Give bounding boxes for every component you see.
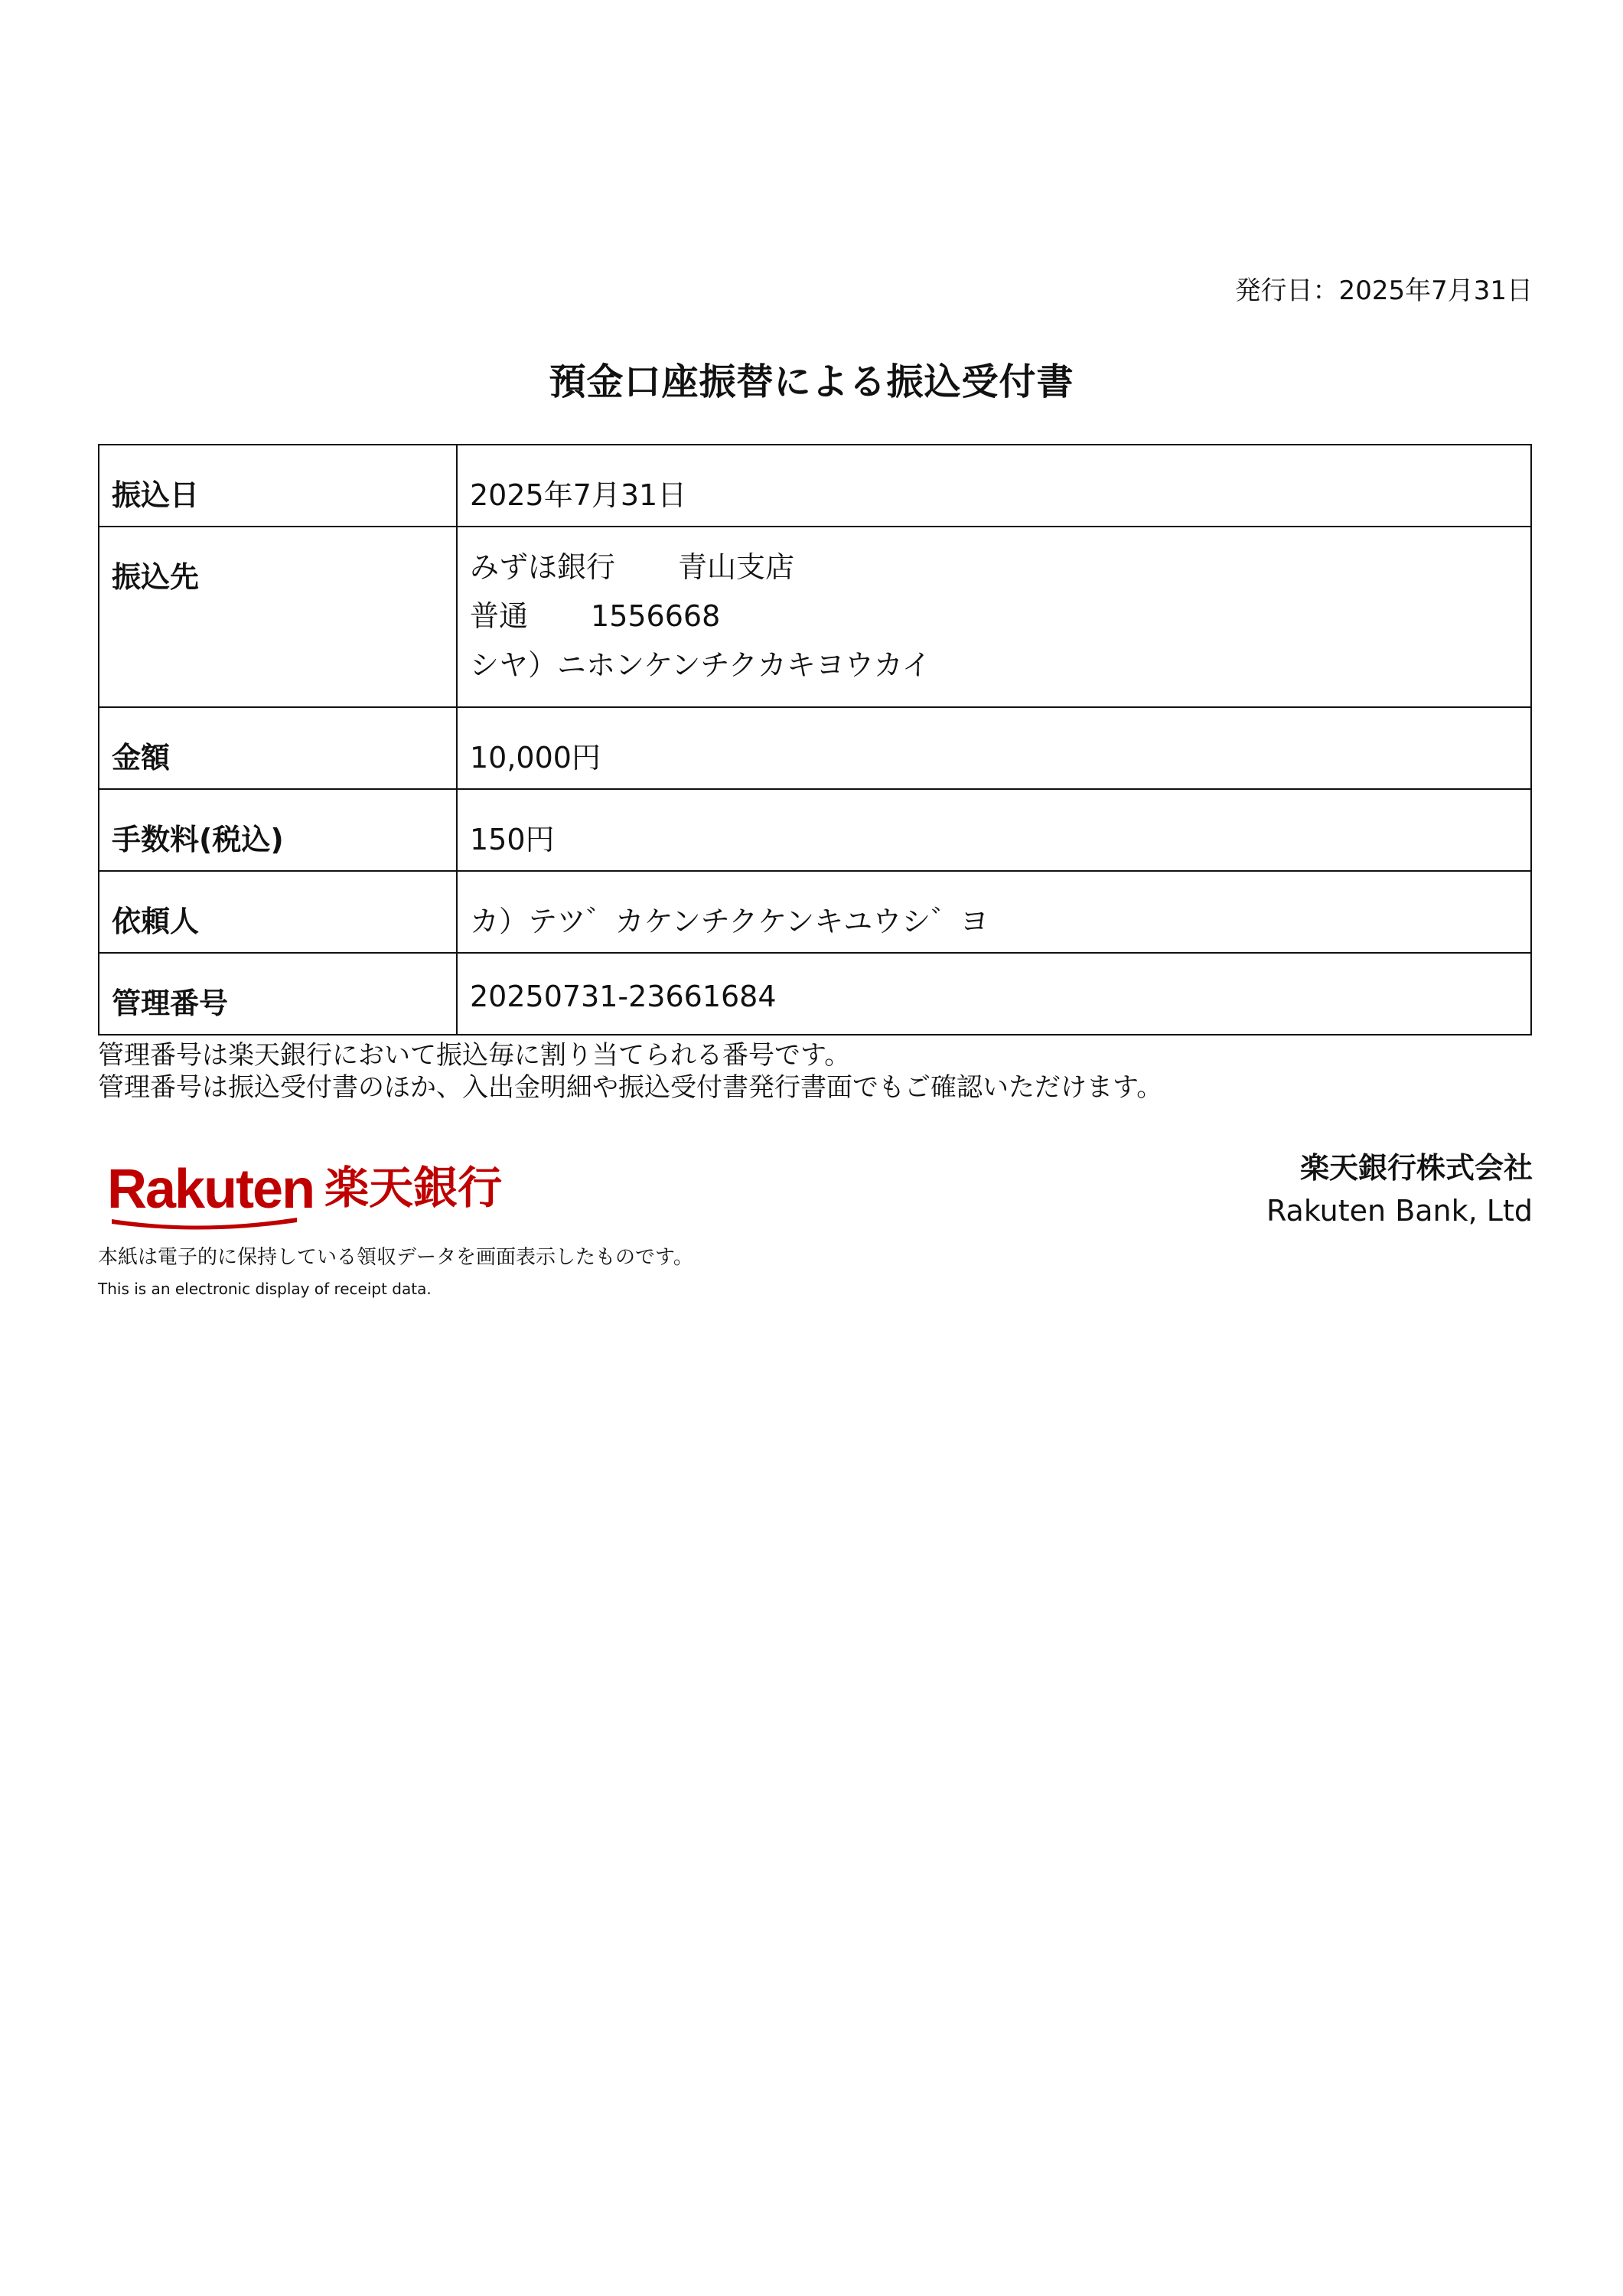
requester-label: 依頼人 xyxy=(99,871,457,953)
rakuten-bank-logo xyxy=(107,1152,502,1221)
company-name-jp: 楽天銀行株式会社 xyxy=(1299,1151,1533,1185)
logo-wordmark xyxy=(107,1158,314,1221)
logo-swoosh-icon xyxy=(109,1213,300,1231)
logo-word-text: Rakuten xyxy=(107,1159,314,1220)
transfer-date-label: 振込日 xyxy=(99,445,457,527)
payee-account-number: 1556668 xyxy=(591,599,721,633)
row-requester xyxy=(99,871,1531,953)
note-line: 管理番号は楽天銀行において振込毎に割り当てられる番号です。 xyxy=(98,1040,851,1071)
payee-branch: 青山支店 xyxy=(678,550,795,584)
fee-value: 150円 xyxy=(457,789,1531,871)
control-number-value: 20250731-23661684 xyxy=(457,953,1531,1035)
payee-account-line xyxy=(470,592,1530,641)
company-name-en: Rakuten Bank, Ltd xyxy=(1266,1194,1533,1228)
logo-jp-text: 楽天銀行 xyxy=(324,1162,503,1214)
issue-date: 発行日：2025年7月31日 xyxy=(1234,276,1533,306)
payee-bank-line xyxy=(470,543,1530,592)
row-amount xyxy=(99,707,1531,789)
disclaimer-jp: 本紙は電子的に保持している領収データを画面表示したものです。 xyxy=(98,1246,693,1269)
control-number-label: 管理番号 xyxy=(99,953,457,1035)
receipt-table xyxy=(98,444,1532,1035)
notes xyxy=(98,1039,1162,1104)
note-line: 管理番号は振込受付書のほか、入出金明細や振込受付書発行書面でもご確認いただけます。 xyxy=(98,1072,1163,1103)
fee-label: 手数料(税込) xyxy=(99,789,457,871)
payee-label: 振込先 xyxy=(99,527,457,707)
payee-bank: みずほ銀行 xyxy=(470,550,616,584)
payee-account-name: シヤ）ニホンケンチクカキヨウカイ xyxy=(470,648,931,682)
row-fee xyxy=(99,789,1531,871)
amount-label: 金額 xyxy=(99,707,457,789)
payee-value xyxy=(457,527,1531,707)
row-control-number xyxy=(99,953,1531,1035)
requester-value: カ）テツ゛カケンチクケンキユウシ゛ヨ xyxy=(457,871,1531,953)
document-title: 預金口座振替による振込受付書 xyxy=(549,360,1074,403)
row-transfer-date xyxy=(99,445,1531,527)
payee-account-type: 普通 xyxy=(470,599,529,633)
row-payee xyxy=(99,527,1531,707)
disclaimer-en: This is an electronic display of receipt data. xyxy=(98,1280,432,1298)
amount-value: 10,000円 xyxy=(457,707,1531,789)
company-block xyxy=(1266,1146,1533,1232)
transfer-date-value: 2025年7月31日 xyxy=(457,445,1531,527)
